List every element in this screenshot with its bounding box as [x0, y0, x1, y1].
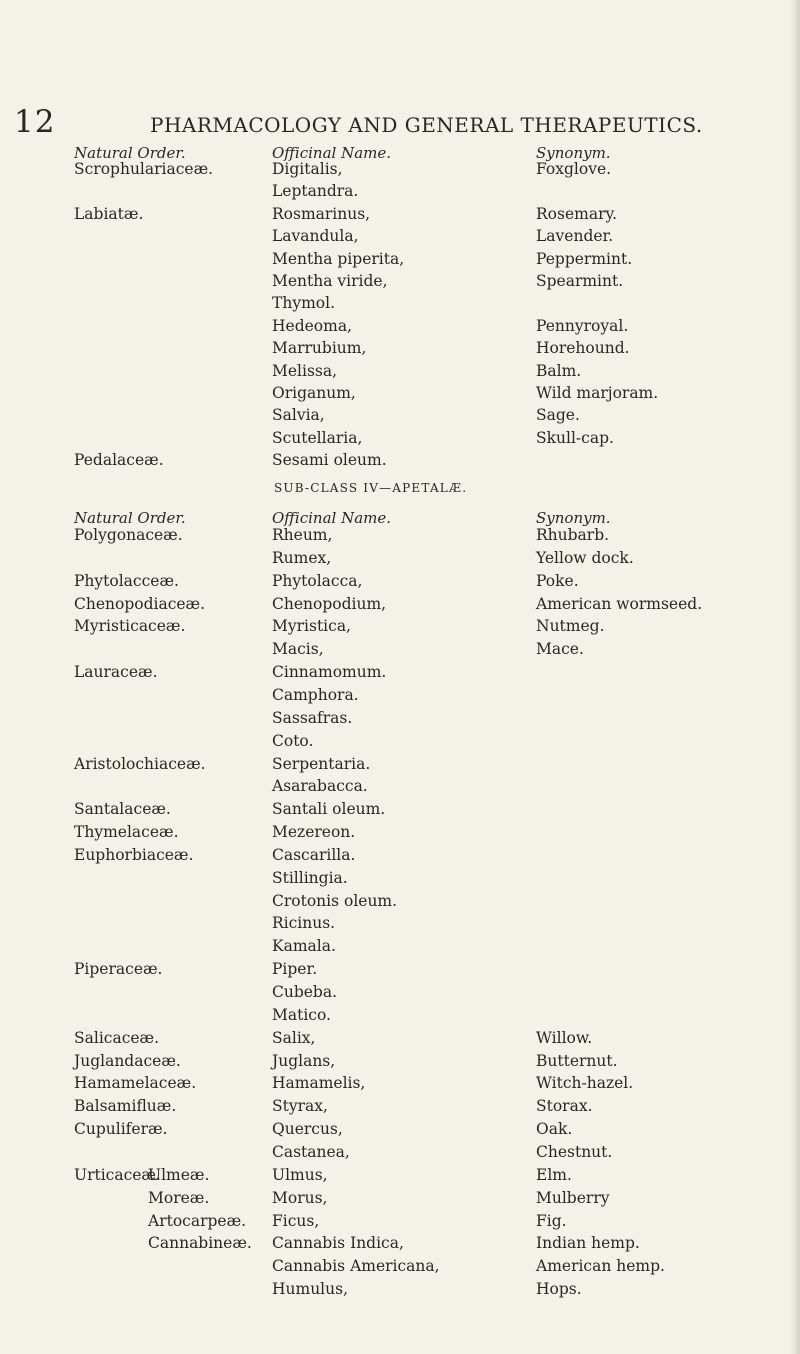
officinal-name-cell: Quercus, — [272, 1120, 343, 1139]
officinal-name-cell: Santali oleum. — [272, 800, 386, 819]
table-row — [0, 270, 800, 292]
officinal-name-cell: Chenopodium, — [272, 594, 387, 613]
synonym-cell: Peppermint. — [536, 249, 633, 268]
officinal-name-cell: Digitalis, — [272, 160, 343, 178]
natural-order-cell: Pedalaceæ. — [74, 451, 164, 470]
officinal-name-cell: Ricinus. — [272, 914, 336, 933]
natural-order-cell: Labiatæ. — [74, 204, 144, 223]
synonym-cell: Rosemary. — [536, 204, 618, 223]
officinal-name-cell: Mentha piperita, — [272, 249, 405, 268]
synonym-cell: Poke. — [536, 571, 579, 590]
synonym-cell: American hemp. — [536, 1257, 665, 1276]
officinal-name-cell: Sesami oleum. — [272, 451, 387, 470]
officinal-name-cell: Myristica, — [272, 617, 351, 636]
officinal-name-cell: Cannabis Indica, — [272, 1234, 404, 1253]
synonym-cell: Mulberry — [536, 1188, 610, 1207]
officinal-name-cell: Melissa, — [272, 361, 338, 380]
officinal-name-cell: Matico. — [272, 1005, 331, 1024]
subclass-title: SUB-CLASS IV—APETALÆ. — [274, 481, 468, 495]
table-row — [0, 707, 800, 729]
officinal-name-cell: Ficus, — [272, 1211, 320, 1230]
running-head: PHARMACOLOGY AND GENERAL THERAPEUTICS. — [150, 113, 703, 137]
synonym-cell: Storax. — [536, 1097, 593, 1116]
synonym-cell: Witch-hazel. — [536, 1074, 634, 1093]
officinal-name-cell: Ulmus, — [272, 1165, 328, 1184]
table-row — [0, 867, 800, 889]
table-row — [0, 684, 800, 706]
officinal-name-cell: Asarabacca. — [272, 777, 368, 796]
officinal-name-cell: Cannabis Americana, — [272, 1257, 440, 1276]
natural-order-cell: Chenopodiaceæ. — [74, 594, 206, 613]
synonym-cell: Hops. — [536, 1280, 582, 1299]
table-row — [0, 1027, 800, 1049]
table-row — [0, 958, 800, 980]
table-row — [0, 180, 800, 202]
synonym-cell: Oak. — [536, 1120, 573, 1139]
natural-order-cell: Euphorbiaceæ. — [74, 845, 194, 864]
synonym-cell: Skull-cap. — [536, 428, 614, 447]
natural-order-cell: Hamamelaceæ. — [74, 1074, 197, 1093]
table-row — [0, 1004, 800, 1026]
table-row — [0, 935, 800, 957]
natural-order-cell: Phytolacceæ. — [74, 571, 179, 590]
table-row — [0, 638, 800, 660]
officinal-name-cell: Crotonis oleum. — [272, 891, 398, 910]
natural-order-cell: Aristolochiaceæ. — [74, 754, 206, 773]
table-row — [0, 730, 800, 752]
table-row — [0, 1141, 800, 1163]
heading-natural-order: Natural Order. — [74, 144, 186, 162]
heading-synonym: Synonym. — [536, 144, 611, 162]
officinal-name-cell: Mezereon. — [272, 823, 356, 842]
table-row — [0, 203, 800, 225]
table-row — [0, 912, 800, 934]
officinal-name-cell: Rosmarinus, — [272, 204, 371, 223]
natural-order-cell: Myristicaceæ. — [74, 617, 186, 636]
officinal-name-cell: Camphora. — [272, 685, 359, 704]
officinal-name-cell: Lavandula, — [272, 227, 359, 246]
table-row — [0, 1118, 800, 1140]
table-row — [0, 753, 800, 775]
natural-order-cell: Scrophulariaceæ. — [74, 160, 214, 178]
synonym-cell: Butternut. — [536, 1051, 618, 1070]
officinal-name-cell: Juglans, — [272, 1051, 336, 1070]
table-row — [0, 798, 800, 820]
natural-order-cell: Santalaceæ. — [74, 800, 171, 819]
officinal-name-cell: Marrubium, — [272, 339, 367, 358]
table-row — [0, 315, 800, 337]
synonym-cell: Lavender. — [536, 227, 614, 246]
synonym-cell: Rhubarb. — [536, 526, 610, 544]
officinal-name-cell: Macis, — [272, 640, 324, 659]
synonym-cell: Foxglove. — [536, 160, 612, 178]
table-row — [0, 225, 800, 247]
table-row — [0, 821, 800, 843]
table-row — [0, 449, 800, 471]
officinal-name-cell: Cascarilla. — [272, 845, 356, 864]
sub-order-cell: Moreæ. — [148, 1188, 210, 1207]
table-row — [0, 570, 800, 592]
page-number: 12 — [14, 104, 56, 140]
synonym-cell: Horehound. — [536, 339, 630, 358]
table-row — [0, 337, 800, 359]
natural-order-cell: Salicaceæ. — [74, 1028, 160, 1047]
natural-order-cell: Balsamifluæ. — [74, 1097, 177, 1116]
officinal-name-cell: Sassafras. — [272, 708, 353, 727]
natural-order-cell: Urticaceæ. — [74, 1165, 161, 1184]
natural-order-cell: Piperaceæ. — [74, 960, 163, 979]
officinal-name-cell: Salvia, — [272, 406, 325, 425]
table-row — [0, 661, 800, 683]
synonym-cell: Nutmeg. — [536, 617, 605, 636]
table-row — [0, 1072, 800, 1094]
officinal-name-cell: Kamala. — [272, 937, 336, 956]
sub-order-cell: Cannabineæ. — [148, 1234, 252, 1253]
natural-order-cell: Lauraceæ. — [74, 663, 158, 682]
synonym-cell: Balm. — [536, 361, 582, 380]
officinal-name-cell: Coto. — [272, 731, 314, 750]
officinal-name-cell: Rumex, — [272, 548, 332, 567]
page-edge-shadow — [790, 0, 800, 1354]
table-row — [0, 1164, 800, 1186]
officinal-name-cell: Origanum, — [272, 384, 356, 402]
heading-synonym-2: Synonym. — [536, 509, 611, 527]
officinal-name-cell: Rheum, — [272, 526, 333, 544]
heading-officinal-name-2: Officinal Name. — [272, 509, 392, 527]
officinal-name-cell: Cubeba. — [272, 983, 338, 1001]
synonym-cell: Spearmint. — [536, 272, 624, 290]
officinal-name-cell: Piper. — [272, 960, 318, 979]
natural-order-cell: Polygonaceæ. — [74, 526, 183, 544]
synonym-cell: Mace. — [536, 640, 584, 659]
table-row — [0, 1255, 800, 1277]
natural-order-cell: Juglandaceæ. — [74, 1051, 181, 1070]
table-row — [0, 427, 800, 449]
synonym-cell: Chestnut. — [536, 1142, 613, 1161]
synonym-cell: Pennyroyal. — [536, 316, 629, 335]
sub-order-cell: Ulmeæ. — [148, 1165, 210, 1184]
heading-officinal-name: Officinal Name. — [272, 144, 392, 162]
synonym-cell: Fig. — [536, 1211, 567, 1230]
table-row — [0, 890, 800, 912]
officinal-name-cell: Stillingia. — [272, 868, 348, 887]
officinal-name-cell: Castanea, — [272, 1142, 350, 1161]
officinal-name-cell: Humulus, — [272, 1280, 349, 1299]
officinal-name-cell: Salix, — [272, 1028, 316, 1047]
officinal-name-cell: Mentha viride, — [272, 272, 388, 290]
table-row — [0, 524, 800, 546]
officinal-name-cell: Thymol. — [272, 294, 335, 313]
table-row — [0, 404, 800, 426]
synonym-cell: Sage. — [536, 406, 580, 425]
natural-order-cell: Cupuliferæ. — [74, 1120, 168, 1139]
officinal-name-cell: Leptandra. — [272, 182, 359, 201]
table-row — [0, 981, 800, 1003]
table-row — [0, 1050, 800, 1072]
officinal-name-cell: Cinnamomum. — [272, 663, 387, 682]
synonym-cell: American wormseed. — [536, 594, 703, 613]
officinal-name-cell: Hamamelis, — [272, 1074, 366, 1093]
table-row — [0, 1095, 800, 1117]
officinal-name-cell: Phytolacca, — [272, 571, 363, 590]
table-row — [0, 382, 800, 404]
synonym-cell: Yellow dock. — [536, 548, 634, 567]
table-row — [0, 1232, 800, 1254]
table-row — [0, 1210, 800, 1232]
table-row — [0, 547, 800, 569]
natural-order-cell: Thymelaceæ. — [74, 823, 179, 842]
synonym-cell: Elm. — [536, 1165, 572, 1184]
table-row — [0, 1187, 800, 1209]
officinal-name-cell: Morus, — [272, 1188, 328, 1207]
synonym-cell: Willow. — [536, 1028, 593, 1047]
table-row — [0, 360, 800, 382]
officinal-name-cell: Serpentaria. — [272, 754, 371, 773]
table-row — [0, 158, 800, 180]
officinal-name-cell: Scutellaria, — [272, 428, 363, 447]
officinal-name-cell: Styrax, — [272, 1097, 328, 1116]
heading-natural-order-2: Natural Order. — [74, 509, 186, 527]
table-row — [0, 844, 800, 866]
table-row — [0, 248, 800, 270]
sub-order-cell: Artocarpeæ. — [148, 1211, 247, 1230]
table-row — [0, 615, 800, 637]
table-row — [0, 775, 800, 797]
synonym-cell: Wild marjoram. — [536, 384, 659, 402]
table-row — [0, 1278, 800, 1300]
table-row — [0, 292, 800, 314]
synonym-cell: Indian hemp. — [536, 1234, 640, 1253]
officinal-name-cell: Hedeoma, — [272, 316, 352, 335]
table-row — [0, 593, 800, 615]
